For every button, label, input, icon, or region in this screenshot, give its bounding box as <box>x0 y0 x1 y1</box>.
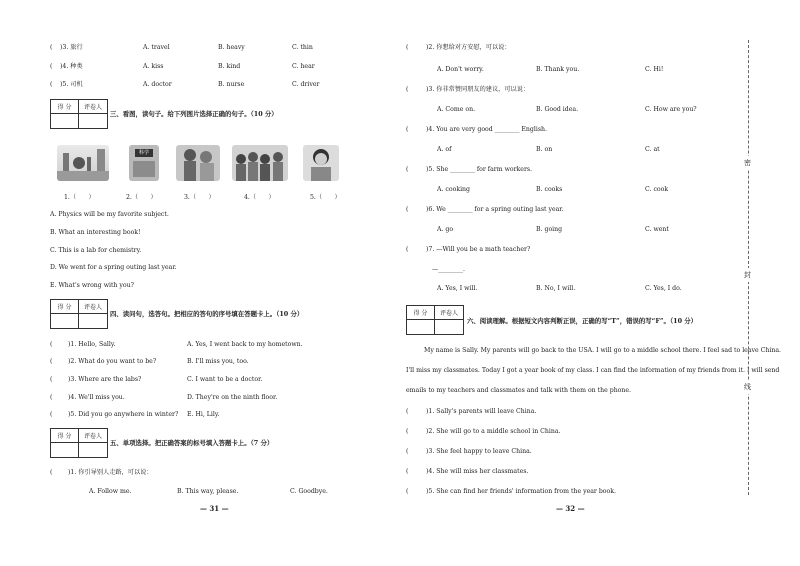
passage-line: emails to my teachers and classmates and talk with them on the phone. <box>406 387 632 394</box>
grader-label: 评卷人 <box>79 300 107 314</box>
score-label: 得 分 <box>51 300 79 314</box>
score-box <box>50 299 108 329</box>
question-paren: ( <box>406 206 409 213</box>
question-paren: ( <box>406 44 409 51</box>
page-number: — 32 — <box>556 504 585 513</box>
score-label: 得 分 <box>51 100 79 114</box>
score-label: 得 分 <box>51 429 79 443</box>
section-title: 四、读问句，选答句。把相应的答句的序号填在答题卡上。（10 分） <box>110 310 304 318</box>
answer-option: E. Hi, Lily. <box>187 411 220 418</box>
question-text: )4. You are very good ________ English. <box>426 126 547 133</box>
option-b: B. going <box>536 226 563 233</box>
grader-cell[interactable] <box>79 114 107 128</box>
option-a: A. kiss <box>143 63 164 70</box>
score-box <box>50 428 108 458</box>
question-paren: ( <box>406 126 409 133</box>
question-text: )1. Hello, Sally. <box>68 341 116 348</box>
question-text: )4. We'll miss you. <box>68 394 125 401</box>
question-text: )2. What do you want to be? <box>68 358 157 365</box>
tf-question: )4. She will miss her classmates. <box>426 468 529 475</box>
question-text: )5. Did you go anywhere in winter? <box>68 411 179 418</box>
picture-blank[interactable]: 3.（ ） <box>184 194 215 201</box>
section-title: 三、看图，读句子。给下列图片选择正确的句子。（10 分） <box>110 110 278 118</box>
question-text: )3. Where are the labs? <box>68 376 142 383</box>
question-paren: ( <box>50 394 53 401</box>
question-text: )3. 你非常赞同朋友的建议，可以说： <box>426 86 530 93</box>
option-b: B. heavy <box>218 44 245 51</box>
sentence-option: D. We went for a spring outing last year. <box>50 264 177 271</box>
tf-question: )3. She feel happy to leave China. <box>426 448 532 455</box>
question-paren: ( <box>406 86 409 93</box>
question-paren: ( <box>50 81 53 88</box>
option-c: C. thin <box>292 44 313 51</box>
option-c: C. Yes, I do. <box>645 285 682 292</box>
question-paren: ( <box>406 166 409 173</box>
question-paren: ( <box>50 358 53 365</box>
question-text: )3. 旅行 <box>60 44 83 51</box>
answer-option: D. They're on the ninth floor. <box>187 394 278 401</box>
doctor-picture <box>176 145 220 181</box>
score-cell[interactable] <box>407 320 435 334</box>
science-book-picture <box>129 145 159 181</box>
grader-cell[interactable] <box>79 443 107 457</box>
question-text: )6. We ________ for a spring outing last year. <box>426 206 564 213</box>
picture-blank[interactable]: 4.（ ） <box>244 194 275 201</box>
grader-cell[interactable] <box>435 320 463 334</box>
question-paren: ( <box>406 246 409 253</box>
option-a: A. doctor <box>143 81 172 88</box>
grader-label: 评卷人 <box>435 306 463 320</box>
question-text: )5. She ________ for farm workers. <box>426 166 533 173</box>
question-paren: ( <box>406 488 409 495</box>
answer-option: C. I want to be a doctor. <box>187 376 263 383</box>
question-text: )5. 司机 <box>60 81 83 88</box>
option-c: C. cook <box>645 186 669 193</box>
page-number: — 31 — <box>200 504 229 513</box>
option-b: B. cooks <box>536 186 563 193</box>
picture-blank[interactable]: 5.（ ） <box>310 194 341 201</box>
book-label: 科学 <box>135 149 153 157</box>
grader-label: 评卷人 <box>79 100 107 114</box>
option-b: B. No, I will. <box>536 285 576 292</box>
question-text: )7. —Will you be a math teacher? <box>426 246 531 253</box>
score-cell[interactable] <box>51 114 79 128</box>
tf-question: )5. She can find her friends' information from the year book. <box>426 488 616 495</box>
option-a: A. go <box>437 226 454 233</box>
option-b: B. Good idea. <box>536 106 579 113</box>
option-b: B. kind <box>218 63 241 70</box>
option-a: A. Come on. <box>437 106 476 113</box>
outing-picture <box>232 145 288 181</box>
score-cell[interactable] <box>51 443 79 457</box>
question-paren: ( <box>406 428 409 435</box>
section-title: 五、单项选择。把正确答案的标号填入答题卡上。（7 分） <box>110 439 274 447</box>
binding-char: 线 <box>744 380 751 394</box>
option-c: C. went <box>645 226 669 233</box>
picture-blank[interactable]: 2.（ ） <box>126 194 157 201</box>
question-paren: ( <box>50 341 53 348</box>
option-c: C. Goodbye. <box>290 488 328 495</box>
binding-char: 封 <box>744 268 751 282</box>
grader-cell[interactable] <box>79 314 107 328</box>
sentence-option: C. This is a lab for chemistry. <box>50 247 142 254</box>
option-b: B. Thank you. <box>536 66 580 73</box>
question-paren: ( <box>50 411 53 418</box>
picture-blank[interactable]: 1.（ ） <box>64 194 95 201</box>
option-a: A. Yes, I will. <box>437 285 478 292</box>
answer-option: A. Yes, I went back to my hometown. <box>187 341 303 348</box>
option-b: B. This way, please. <box>177 488 239 495</box>
question-paren: ( <box>50 63 53 70</box>
option-c: C. at <box>645 146 660 153</box>
question-paren: ( <box>50 376 53 383</box>
option-a: A. Follow me. <box>89 488 132 495</box>
score-label: 得 分 <box>407 306 435 320</box>
question-text: )4. 种类 <box>60 63 83 70</box>
tf-question: )2. She will go to a middle school in China. <box>426 428 561 435</box>
question-paren: ( <box>406 408 409 415</box>
tf-question: )1. Sally's parents will leave China. <box>426 408 537 415</box>
score-cell[interactable] <box>51 314 79 328</box>
option-a: A. of <box>437 146 452 153</box>
option-a: A. travel <box>143 44 170 51</box>
sentence-option: B. What an interesting book! <box>50 229 141 236</box>
answer-option: B. I'll miss you, too. <box>187 358 249 365</box>
answer-line[interactable]: —________. <box>432 266 465 273</box>
lab-picture <box>57 145 109 181</box>
sick-boy-picture <box>303 145 339 181</box>
question-text: )1. 你引导别人走路，可以说： <box>68 469 153 476</box>
option-a: A. cooking <box>437 186 470 193</box>
option-a: A. Don't worry. <box>437 66 484 73</box>
passage-line: I'll miss my classmates. Today I got a year book of my class. I can find the information of my friends from it. I will send <box>406 367 780 374</box>
grader-label: 评卷人 <box>79 429 107 443</box>
sentence-option: E. What's wrong with you? <box>50 282 134 289</box>
option-b: B. nurse <box>218 81 245 88</box>
option-c: C. hear <box>292 63 315 70</box>
option-b: B. on <box>536 146 553 153</box>
section-title: 六、阅读理解。根据短文内容判断正误，正确的写“T”，错误的写“F”。（10 分） <box>467 317 698 325</box>
passage-line: My name is Sally. My parents will go back to the USA. I will go to a middle school there. I feel sad to leave China. <box>424 347 781 354</box>
option-c: C. Hi! <box>645 66 664 73</box>
score-box <box>406 305 464 335</box>
score-box <box>50 99 108 129</box>
option-c: C. How are you? <box>645 106 697 113</box>
option-c: C. driver <box>292 81 320 88</box>
question-row: ( <box>50 44 53 51</box>
question-paren: ( <box>406 448 409 455</box>
question-paren: ( <box>50 469 53 476</box>
binding-char: 密 <box>744 156 751 170</box>
sentence-option: A. Physics will be my favorite subject. <box>50 211 169 218</box>
question-paren: ( <box>406 468 409 475</box>
question-text: )2. 你想给对方安慰，可以说： <box>426 44 511 51</box>
